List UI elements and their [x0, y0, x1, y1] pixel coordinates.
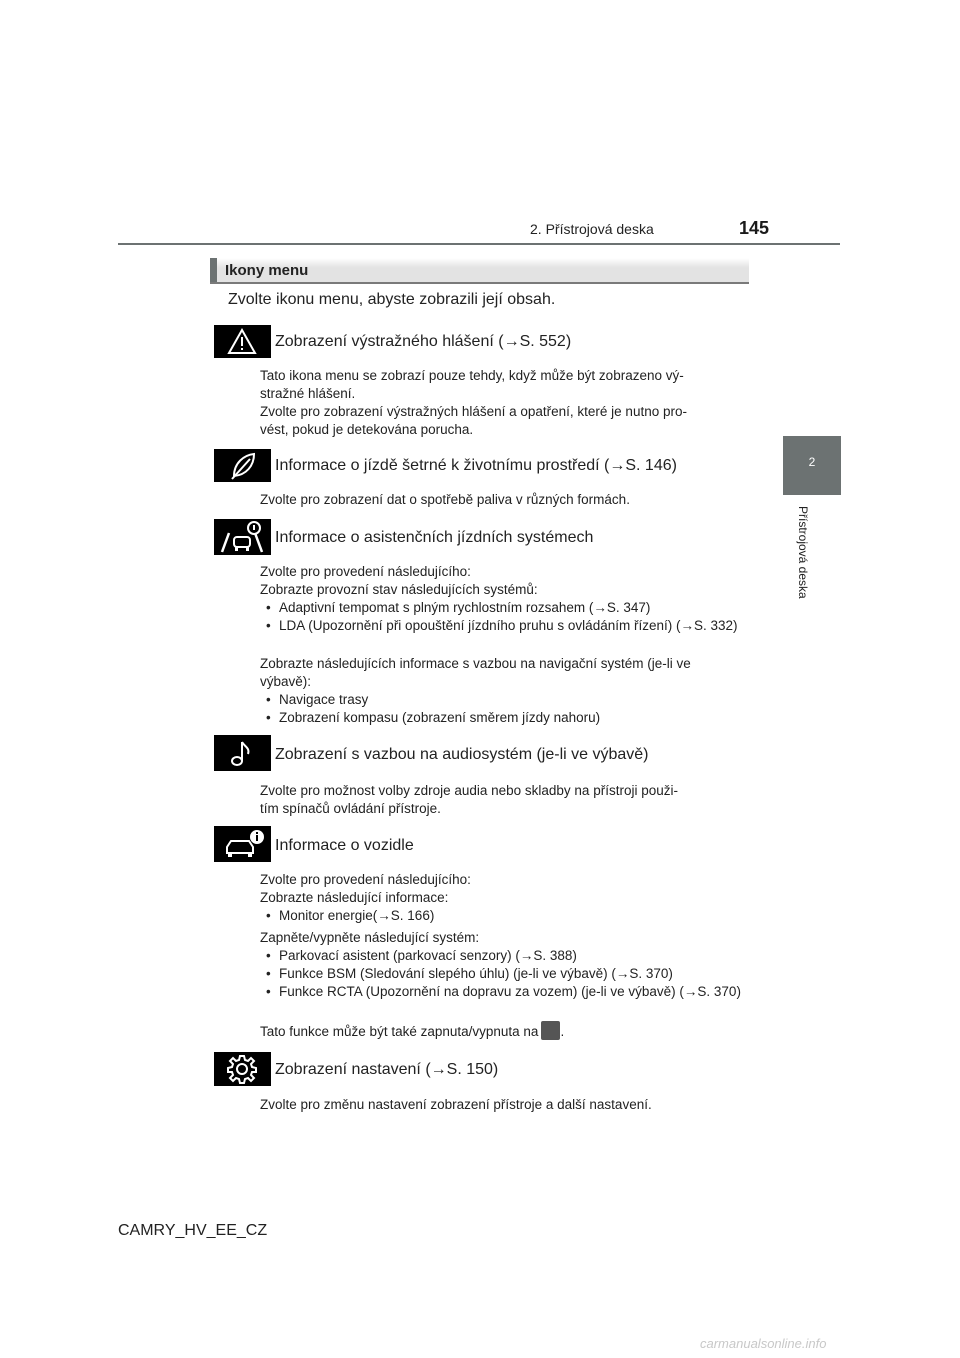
settings-gear-icon	[541, 1021, 560, 1040]
list-item: • Monitor energie(→S. 166)	[262, 907, 744, 925]
item-text-settings: Zvolte pro změnu nastavení zobrazení přístroje a další nastavení.	[260, 1097, 652, 1112]
driving-assist-icon	[214, 519, 271, 555]
intro-text: Zvolte ikonu menu, abyste zobrazili její obsah.	[228, 291, 556, 308]
header-divider	[118, 243, 840, 245]
list-item: • Funkce RCTA (Upozornění na dopravu za vozem) (je-li ve výbavě) (→S. 370)	[262, 983, 744, 1001]
item-text-eco: Zvolte pro zobrazení dat o spotřebě paliva v různých formách.	[260, 492, 630, 507]
chapter-tab-label: Přístrojová deska	[796, 506, 810, 599]
watermark: carmanualsonline.info	[700, 1336, 827, 1351]
vehicle-systems-list	[262, 947, 744, 1001]
item-title-vehicle: Informace o vozidle	[275, 837, 414, 854]
list-item: • Parkovací asistent (parkovací senzory) (→S. 388)	[262, 947, 744, 965]
item-text-audio: Zvolte pro možnost volby zdroje audia nebo skladby na přístroji použi- tím spínačů ovládání přístroje.	[260, 783, 678, 816]
section-heading-bar	[210, 258, 749, 284]
item-text-assist: Zvolte pro provedení následujícího: Zobrazte provozní stav následujících systémů:	[260, 564, 538, 597]
item-text-warning: Tato ikona menu se zobrazí pouze tehdy, když může být zobrazeno vý- stražné hlášení. Zvolte pro zobrazení výstražných hlášení a opatření, které je nutno pro- vést, pokud je detekována porucha.	[260, 368, 687, 437]
item-title-settings: Zobrazení nastavení (→S. 150)	[275, 1061, 499, 1078]
chapter-side-tab	[783, 436, 841, 495]
vehicle-info-icon	[214, 826, 271, 862]
vehicle-info-list	[262, 907, 744, 925]
assist-nav-list	[262, 691, 744, 727]
page-number: 145	[739, 218, 770, 238]
item-text-vehicle-systems: Zapněte/vypněte následující systém:	[260, 930, 480, 945]
settings-gear-icon	[214, 1052, 271, 1086]
list-item: • Zobrazení kompasu (zobrazení směrem jízdy nahoru)	[262, 709, 744, 727]
list-item: • Adaptivní tempomat s plným rychlostním rozsahem (→S. 347)	[262, 599, 744, 617]
list-item: • Navigace trasy	[262, 691, 744, 709]
item-title-audio: Zobrazení s vazbou na audiosystém (je-li ve výbavě)	[275, 746, 649, 763]
item-note-vehicle: Tato funkce může být také zapnuta/vypnuta na .	[260, 1021, 744, 1041]
eco-leaf-icon	[214, 449, 271, 482]
item-title-warning: Zobrazení výstražného hlášení (→S. 552)	[275, 333, 572, 350]
music-note-icon	[214, 735, 271, 771]
chapter-title: 2. Přístrojová deska	[530, 221, 654, 237]
list-item: • LDA (Upozornění při opouštění jízdního pruhu s ovládáním řízení) (→S. 332)	[262, 617, 744, 635]
item-title-assist: Informace o asistenčních jízdních systémech	[275, 529, 594, 546]
chapter-tab-number: 2	[808, 455, 816, 469]
warning-triangle-icon	[214, 325, 271, 358]
list-item: • Funkce BSM (Sledování slepého úhlu) (je-li ve výbavě) (→S. 370)	[262, 965, 744, 983]
item-title-eco: Informace o jízdě šetrné k životnímu prostředí (→S. 146)	[275, 457, 677, 474]
assist-systems-list	[262, 599, 744, 635]
item-text-assist-nav: Zobrazte následujících informace s vazbou na navigační systém (je-li ve výbavě):	[260, 656, 691, 689]
document-code: CAMRY_HV_EE_CZ	[118, 1222, 268, 1239]
item-text-vehicle: Zvolte pro provedení následujícího: Zobrazte následující informace:	[260, 872, 471, 905]
section-accent	[210, 258, 217, 282]
section-title: Ikony menu	[225, 262, 309, 279]
